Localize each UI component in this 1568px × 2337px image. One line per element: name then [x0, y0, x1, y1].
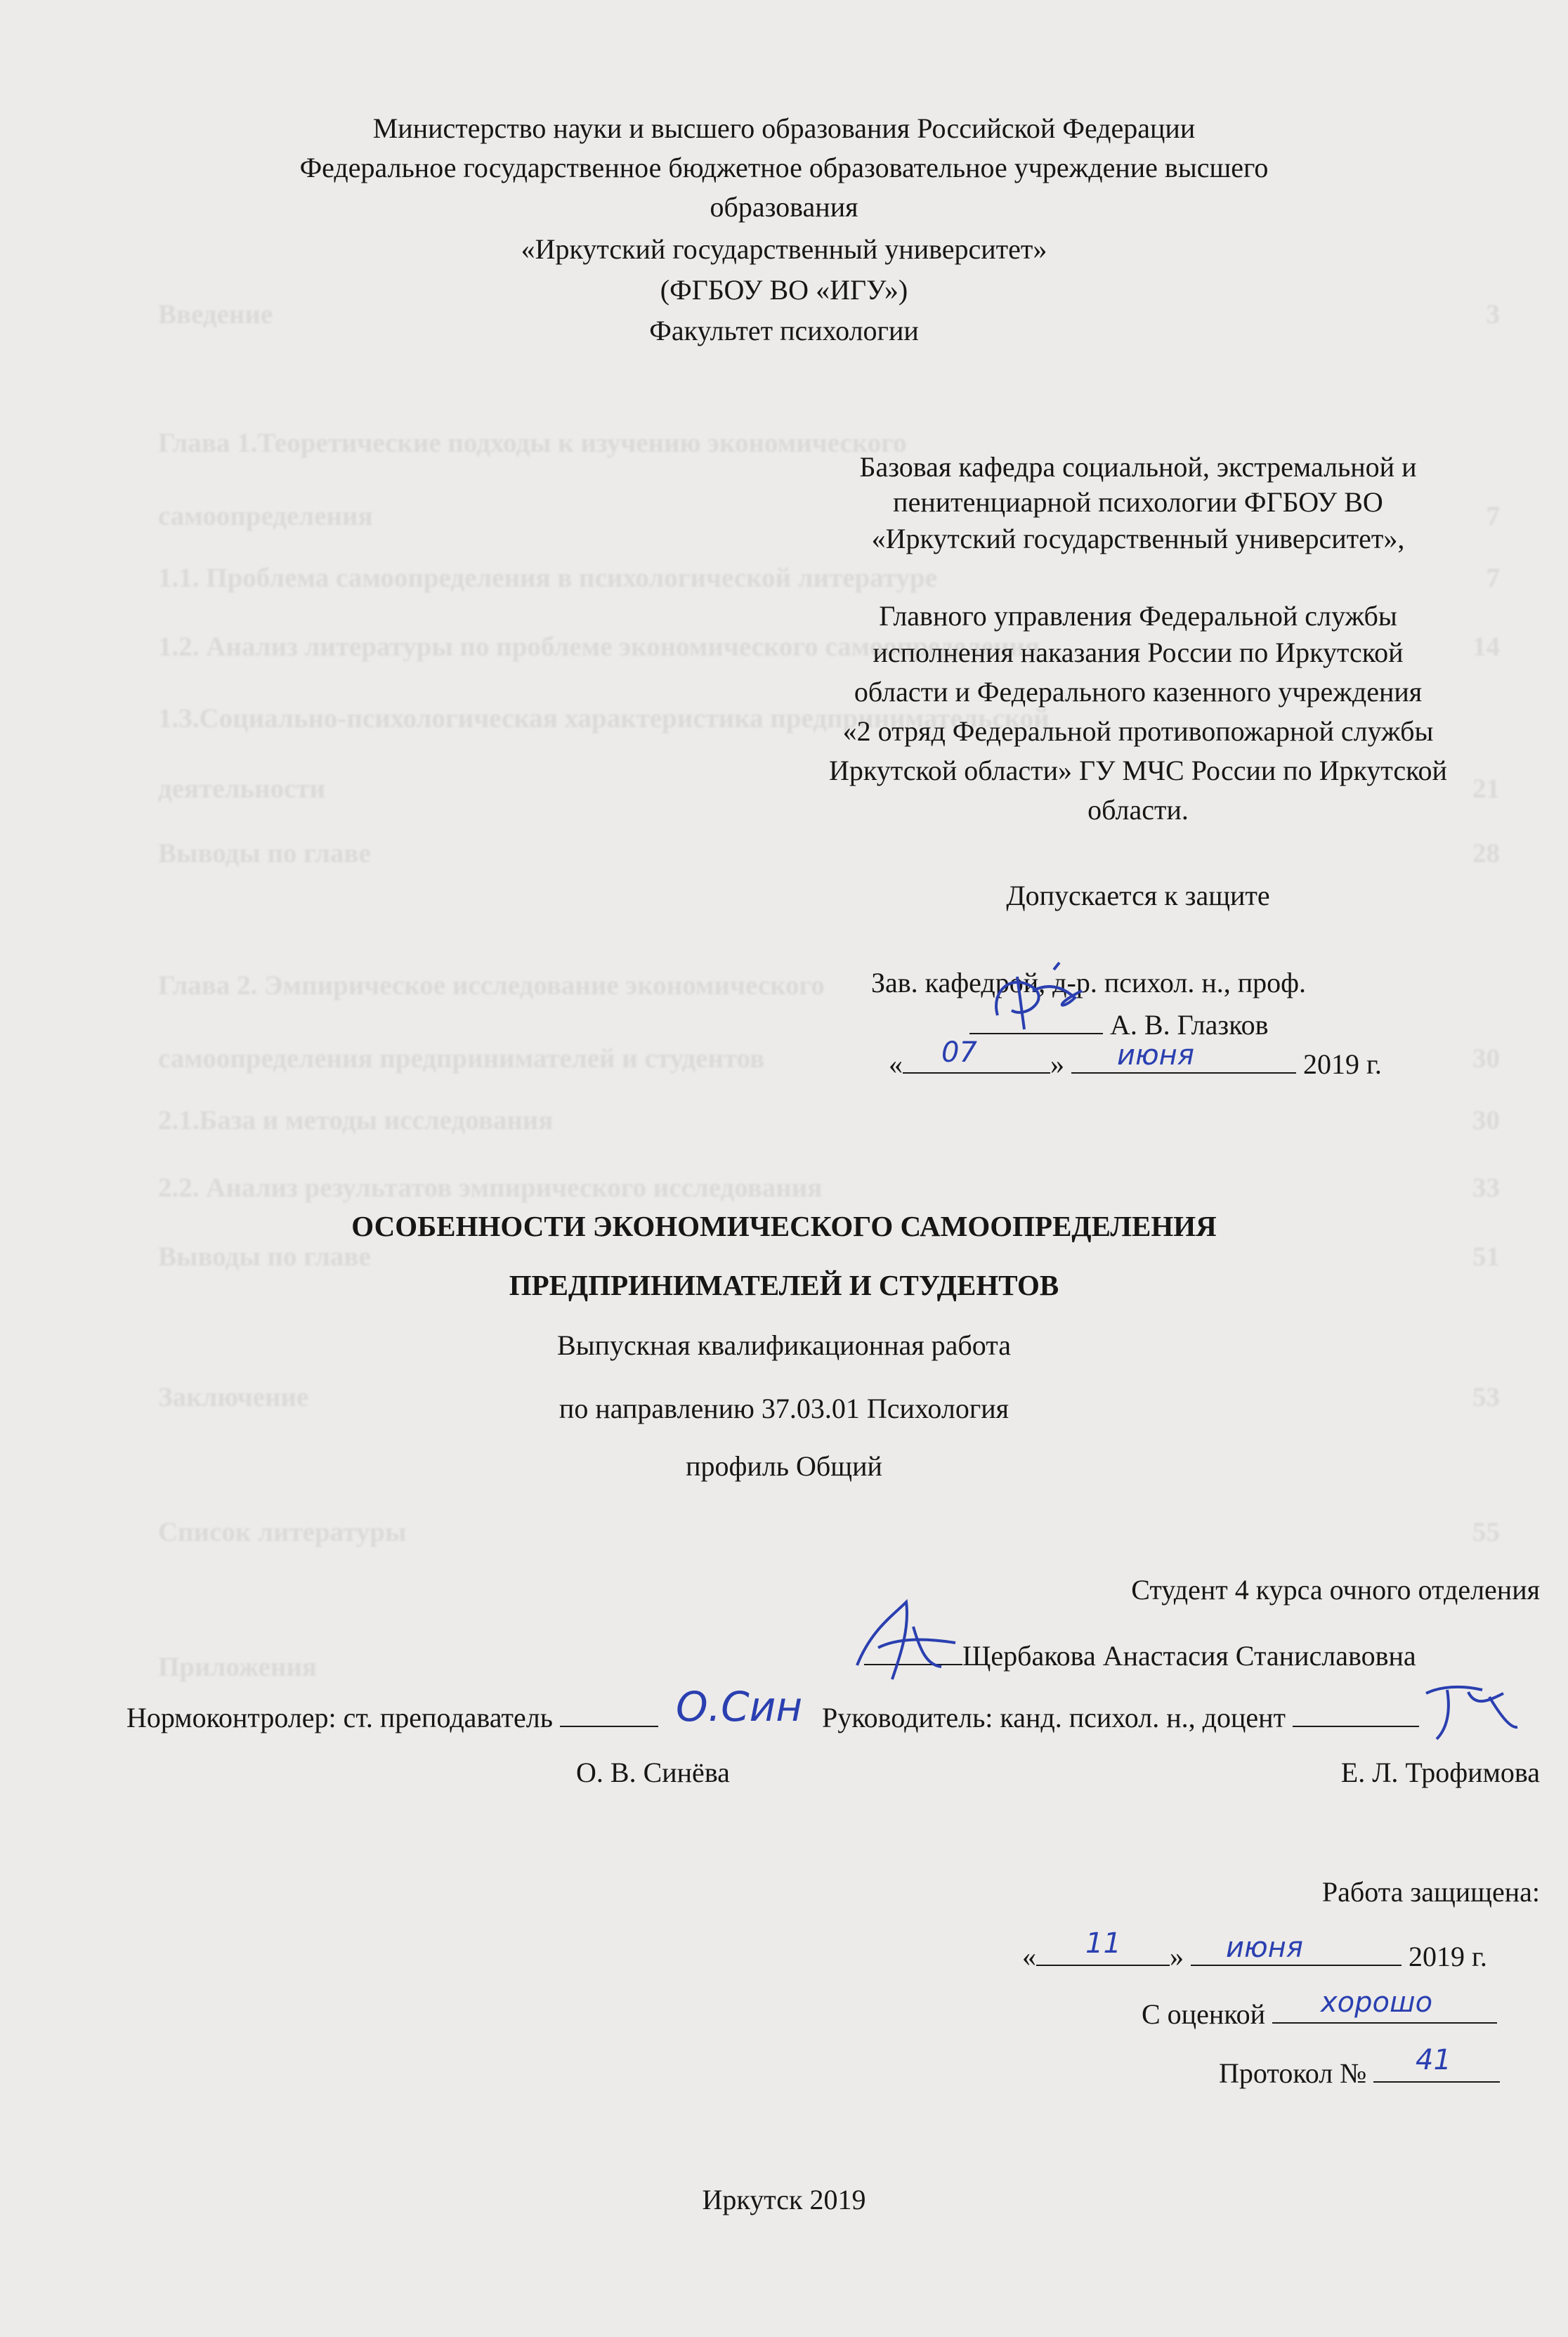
handwritten-protocol-number: 41 — [1416, 2044, 1451, 2076]
bleed-page: 7 — [1486, 501, 1500, 531]
supervisor-row — [822, 1699, 1419, 1734]
supervisor-label: Руководитель: канд. психол. н., доцент — [822, 1702, 1286, 1733]
protocol-line — [1219, 2055, 1500, 2090]
bleed-page: 3 — [1486, 299, 1500, 330]
defense-label: Работа защищена: — [1321, 1876, 1540, 1908]
date-quote-close: » — [1170, 1941, 1184, 1972]
university-abbr: (ФГБОУ ВО «ИГУ») — [660, 274, 908, 306]
signature-blank — [560, 1699, 658, 1727]
study-direction: по направлению 37.03.01 Психология — [558, 1393, 1010, 1424]
bleed-page: 28 — [1472, 838, 1500, 868]
grade-line — [1142, 1996, 1497, 2031]
student-name: Щербакова Анастасия Станиславовна — [962, 1640, 1416, 1672]
department-line: области. — [1087, 794, 1189, 826]
bleed-line: 2.2. Анализ результатов эмпирического исследования — [158, 1173, 823, 1203]
bleed-line: Глава 2. Эмпирическое исследование экономического — [158, 970, 825, 1001]
institution-line: Федеральное государственное бюджетное образовательное учреждение высшего — [299, 152, 1269, 183]
thesis-title-line2: ПРЕДПРИНИМАТЕЛЕЙ И СТУДЕНТОВ — [509, 1269, 1059, 1301]
normcontrol-label: Нормоконтролер: ст. преподаватель — [126, 1702, 553, 1733]
protocol-label: Протокол № — [1219, 2057, 1367, 2089]
bleed-line: 1.2. Анализ литературы по проблеме экономического самоопределения — [158, 632, 1040, 662]
department-line: «Иркутский государственный университет», — [871, 523, 1405, 554]
defense-year: 2019 г. — [1409, 1941, 1487, 1972]
bleed-line: Приложения — [158, 1652, 318, 1682]
department-line: Главного управления Федеральной службы — [879, 600, 1397, 632]
date-quote-close: » — [1050, 1048, 1064, 1080]
handwritten-day: 11 — [1085, 1927, 1121, 1960]
bleed-line: деятельности — [158, 774, 326, 804]
university-name: «Иркутский государственный университет» — [521, 233, 1047, 265]
bleed-line: Глава 1.Теоретические подходы к изучению экономического — [158, 428, 907, 458]
bleed-line: 2.1.База и методы исследования — [158, 1105, 554, 1135]
bleed-page: 7 — [1486, 563, 1500, 593]
department-line: Базовая кафедра социальной, экстремальной и — [859, 451, 1417, 483]
study-profile: профиль Общий — [686, 1450, 882, 1482]
work-type: Выпускная квалификационная работа — [557, 1329, 1011, 1361]
ministry-line: Министерство науки и высшего образования Российской Федерации — [372, 112, 1196, 144]
admitted-to-defense: Допускается к защите — [1006, 880, 1270, 911]
grade-label: С оценкой — [1142, 1998, 1266, 2030]
bleed-page: 30 — [1472, 1105, 1500, 1135]
bleed-line: Заключение — [158, 1382, 309, 1412]
bleed-page: 55 — [1472, 1517, 1500, 1547]
department-line: области и Федерального казенного учреждения — [854, 676, 1423, 708]
faculty-name: Факультет психологии — [649, 315, 919, 346]
student-signature — [843, 1588, 969, 1693]
department-line: пенитенциарной психологии ФГБОУ ВО — [893, 486, 1383, 518]
signature-blank — [1293, 1699, 1419, 1727]
institution-line-cont: образования — [710, 191, 858, 223]
bleed-page: 21 — [1472, 774, 1500, 804]
city-year: Иркутск 2019 — [702, 2184, 866, 2215]
department-line: исполнения наказания России по Иркутской — [873, 637, 1404, 668]
head-of-department: Зав. кафедрой, д-р. психол. н., проф. — [871, 967, 1307, 998]
bleed-page: 30 — [1472, 1043, 1500, 1074]
head-signature — [984, 949, 1096, 1040]
bleed-line: Список литературы — [158, 1517, 407, 1547]
normcontrol-row — [126, 1699, 658, 1734]
normcontrol-name: О. В. Синёва — [576, 1757, 730, 1788]
bleed-line: Выводы по главе — [158, 1242, 371, 1272]
bleed-line: 1.3.Социально-психологическая характеристика предпринимательской — [158, 703, 1050, 734]
bleed-page: 53 — [1472, 1382, 1500, 1412]
bleed-line: самоопределения предпринимателей и студентов — [158, 1043, 765, 1074]
handwritten-month: июня — [1117, 1039, 1194, 1072]
department-line: Иркутской области» ГУ МЧС России по Иркутской — [829, 755, 1447, 786]
approval-year: 2019 г. — [1303, 1048, 1382, 1080]
handwritten-day: 07 — [941, 1036, 977, 1069]
normcontrol-signature: О.Син — [676, 1683, 803, 1731]
head-name: А. В. Глазков — [1110, 1009, 1269, 1041]
bleed-page: 51 — [1472, 1242, 1500, 1272]
date-quote-open: « — [1022, 1941, 1036, 1972]
bleed-page: 14 — [1472, 632, 1500, 662]
handwritten-month: июня — [1226, 1932, 1303, 1964]
bleed-line: Введение — [158, 299, 273, 330]
thesis-title-line1: ОСОБЕННОСТИ ЭКОНОМИЧЕСКОГО САМООПРЕДЕЛЕНИЯ — [351, 1210, 1217, 1242]
bleed-line: Выводы по главе — [158, 838, 371, 868]
bleed-page: 33 — [1472, 1173, 1500, 1203]
supervisor-signature — [1405, 1672, 1531, 1750]
student-label: Студент 4 курса очного отделения — [1131, 1574, 1540, 1606]
department-line: «2 отряд Федеральной противопожарной службы — [842, 715, 1434, 747]
handwritten-grade: хорошо — [1321, 1986, 1433, 2019]
date-quote-open: « — [889, 1048, 903, 1080]
bleed-line: 1.1. Проблема самоопределения в психологической литературе — [158, 563, 937, 593]
supervisor-name: Е. Л. Трофимова — [1340, 1757, 1540, 1788]
bleed-line: самоопределения — [158, 501, 373, 531]
